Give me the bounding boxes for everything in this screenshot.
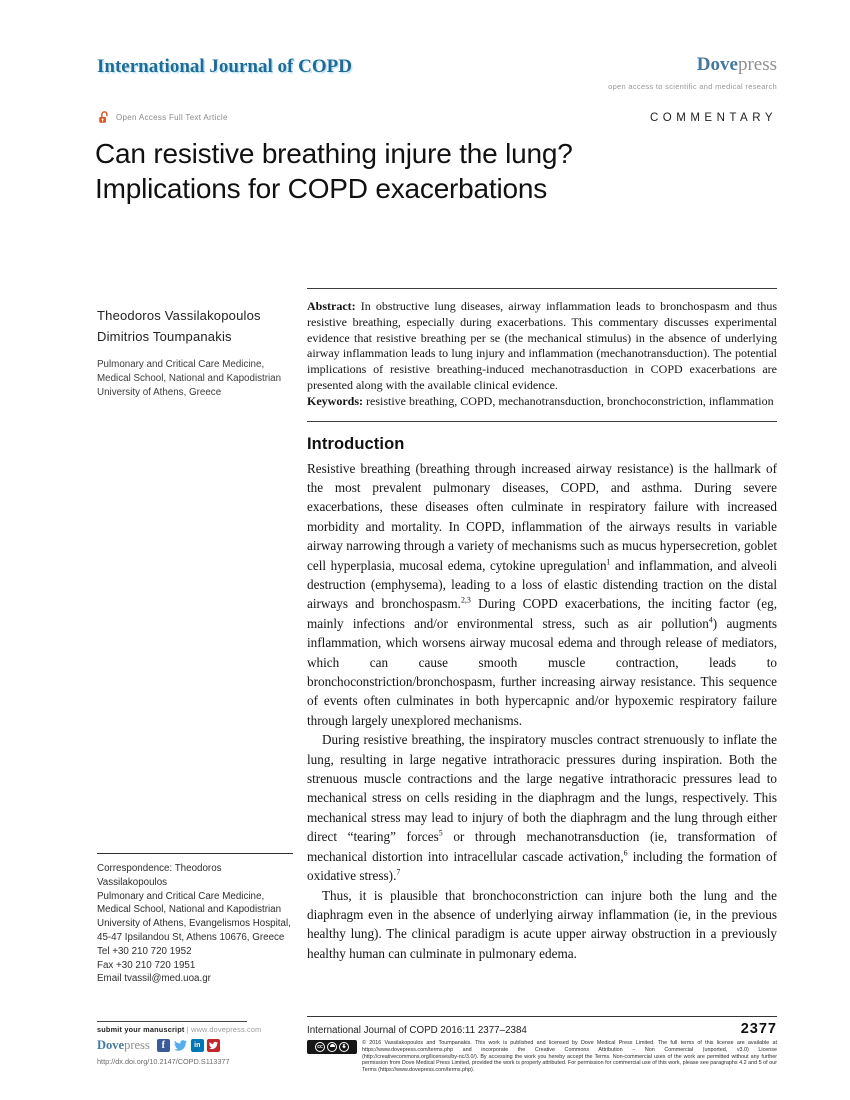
correspondence-address: Pulmonary and Critical Care Medicine, Medical School, National and Kapodistrian University of Athens, Evangelismos Hospital, 45-47 Ipsilandou St, Athens 10676, Greece: [97, 890, 291, 943]
article-title-line1: Can resistive breathing injure the lung?: [95, 138, 573, 169]
footer-dovepress-press: press: [124, 1038, 150, 1052]
cc-icon: cc: [315, 1042, 325, 1052]
publisher-tagline: open access to scientific and medical research: [608, 82, 777, 91]
submit-manuscript-line: [97, 1021, 262, 1034]
open-access-lock-icon: [97, 110, 111, 124]
abstract-label: Abstract:: [307, 299, 356, 313]
keywords-label: Keywords:: [307, 393, 363, 408]
correspondence-fax: Fax +30 210 720 1951: [97, 959, 196, 971]
keywords: [307, 394, 777, 410]
twitter-icon[interactable]: [173, 1039, 188, 1052]
author-column: [97, 305, 293, 400]
abstract-bottom-rule: [307, 421, 777, 422]
submit-separator: |: [186, 1025, 189, 1034]
copyright-text: © 2016 Vassilakopoulos and Toumpanakis. This work is published and licensed by Dove Medical Press Limited. The full terms of this license are available at https://www.dovepress.com/terms.php and incorporate the Creative Commons Attribution – Non Commercial (unported, v3.0) License (http://creativecommons.org/licenses/by-nc/3.0/). By accessing the work you hereby accept the Terms. Non-commercial uses of the work are permitted without any further permission from Dove Medical Press Limited, provided the work is properly attributed. For permission for commercial use of this work, please see paragraphs 4.2 and 5 of our Terms (https://www.dovepress.com/terms.php).: [362, 1040, 777, 1074]
dove-glyph: [209, 1041, 218, 1050]
submit-manuscript-link[interactable]: submit your manuscript: [97, 1025, 185, 1034]
footer-right: [307, 1016, 777, 1074]
article-type-label: COMMENTARY: [650, 112, 777, 124]
license-row: [307, 1040, 777, 1074]
open-access-row: [97, 110, 228, 124]
social-icons: [157, 1039, 220, 1052]
correspondence-email[interactable]: Email tvassil@med.uoa.gr: [97, 973, 211, 985]
dovepress-logo-press: press: [737, 54, 777, 75]
article-sections: [307, 435, 777, 964]
author-name: Dimitrios Toumpanakis: [97, 329, 232, 344]
dovepress-logo-dove: Dove: [696, 54, 738, 75]
journal-logo: International Journal of COPD: [97, 56, 352, 77]
dovepress-social-icon[interactable]: [207, 1039, 220, 1052]
footer-left: [97, 1021, 262, 1066]
abstract-text: In obstructive lung diseases, airway inflammation leads to bronchospasm and thus resistive breathing, especially during exacerbations. This commentary discusses experimental evidence that resistive breathing per se (the mechanical stimulus) in the absence of underlying airway inflammation leads to lung injury and inflammation (mechanotransduction). The potential implications of resistive breathing-induced mechanotrasduction in COPD exacerbations are presented along with the available clinical evidence.: [307, 299, 778, 392]
open-access-label: Open Access Full Text Article: [116, 112, 228, 122]
facebook-icon[interactable]: f: [157, 1039, 170, 1052]
footer-dovepress-dove: Dove: [97, 1038, 125, 1052]
doi-link[interactable]: http://dx.doi.org/10.2147/COPD.S113377: [97, 1057, 230, 1066]
correspondence-block: [97, 853, 293, 986]
abstract: [307, 289, 777, 394]
author-name: Theodoros Vassilakopoulos: [97, 308, 261, 323]
correspondence-tel: Tel +30 210 720 1952: [97, 945, 192, 957]
reference-superscript[interactable]: 4: [708, 615, 713, 625]
page-number: 2377: [740, 1021, 777, 1037]
reference-superscript[interactable]: 6: [623, 848, 628, 858]
keywords-text: resistive breathing, COPD, mechanotransduction, bronchoconstriction, inflammation: [366, 393, 774, 408]
footer-logo-row: [97, 1038, 247, 1053]
reference-superscript[interactable]: 1: [606, 557, 611, 567]
footer-dovepress-logo: [97, 1038, 150, 1053]
reference-superscript[interactable]: 5: [438, 828, 443, 838]
dovepress-url-link[interactable]: www.dovepress.com: [191, 1025, 262, 1034]
article-body: [97, 288, 777, 1018]
article-title: [95, 136, 573, 206]
cc-by-person-icon: [327, 1042, 337, 1052]
section-heading: Introduction: [307, 434, 405, 453]
body-paragraph: During resistive breathing, the inspiratory muscles contract strenuously to inflate the lung, resulting in large negative intrathoracic pressures during inspiration. Both the strenuous muscle contractions and the large negative intrathoracic pressures lead to mechanical stress on cells residing in the diaphragm and the lungs, respectively. This mechanical stress may lead to injury of both the diaphragm and the lung through either direct “tearing” forces$^5$ or through mechanotransduction (ie, transformation of mechanical distortion into intracellular cascade activation,$^6$ including the formation of oxidative stress).$^7$: [307, 732, 777, 884]
correspondence-name: Correspondence: Theodoros Vassilakopoulos: [97, 863, 222, 888]
journal-citation: International Journal of COPD 2016:11 2377–2384: [307, 1025, 527, 1036]
citation-row: [307, 1016, 777, 1037]
reference-superscript[interactable]: 7: [396, 867, 401, 877]
text-column: [307, 288, 777, 963]
reference-superscript[interactable]: 2,3: [460, 596, 471, 606]
body-paragraph: Resistive breathing (breathing through increased airway resistance) is the hallmark of the most prevalent pulmonary diseases, COPD, and asthma. During severe exacerbations, these diseases often culminate in respiratory failure with increased morbidity and mortality. In COPD, inflammation of the airways results in variable airway narrowing through a variety of mechanisms such as mucus hypersecretion, goblet cell hyperplasia, mucosal edema, cytokine upregulation$^1$ and inflammation, and alveoli destruction (emphysema), leading to a loss of elastic distending traction on the distal airways and bronchospasm.$^{2,3}$ During COPD exacerbations, the inciting factor (eg, mainly infections and/or environmental stress, such as air pollution$^4$) augments inflammation, which worsens airway mucosal edema and through release of mediators, which can cause smooth muscle contraction, leads to bronchoconstriction/bronchospasm, further increasing airway resistance. This sequence of events often culminates in both hypercapnic and/or hypoxemic respiratory failure through largely unexplored mechanisms.: [307, 460, 777, 728]
author-affiliation: Pulmonary and Critical Care Medicine, Medical School, National and Kapodistrian University of Athens, Greece: [97, 359, 282, 398]
article-title-line2: Implications for COPD exacerbations: [95, 173, 548, 204]
creative-commons-badge-icon[interactable]: [307, 1040, 357, 1054]
cc-nc-icon: $: [339, 1042, 349, 1052]
dovepress-logo: [697, 54, 777, 76]
body-paragraph: Thus, it is plausible that bronchoconstriction can injure both the lung and the diaphragm even in the absence of underlying airway inflammation (ie, in the previous healthy lung). The clinical paradigm is acute upper airway obstruction in a previously healthy human can culminate in pulmonary edema.: [307, 887, 777, 961]
linkedin-icon[interactable]: in: [191, 1039, 204, 1052]
